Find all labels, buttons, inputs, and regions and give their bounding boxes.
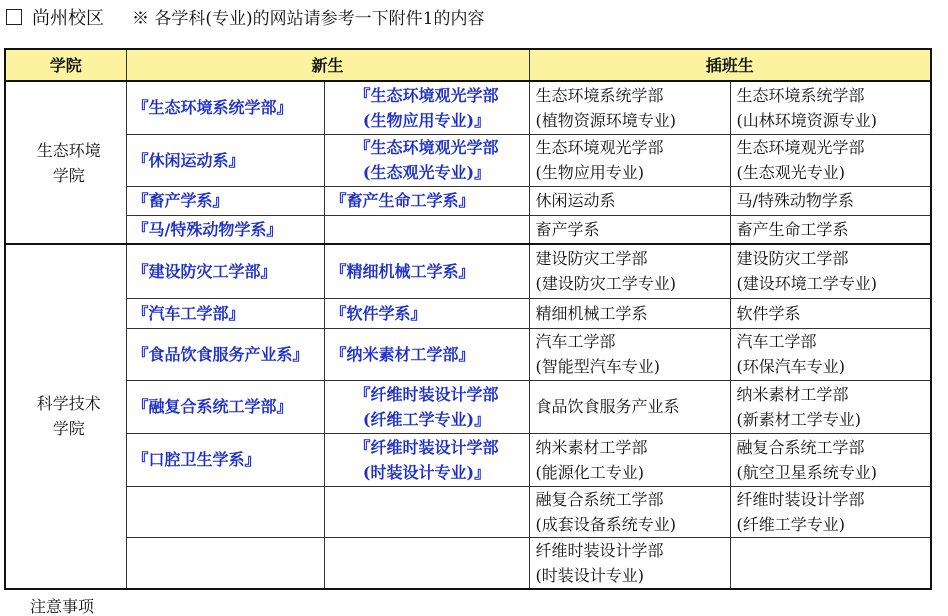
transfer-dept: 纳米素材工学部 (新素材工学专业) [730, 380, 931, 433]
reference-note: ※ 各学科(专业)的网站请参考一下附件1的内容 [132, 9, 485, 29]
transfer-dept: 软件学系 [730, 298, 931, 328]
header-transfer-students: 插班生 [529, 49, 931, 81]
new-student-dept[interactable]: 『建设防灾工学部』 [126, 244, 324, 298]
college-name: 科学技术 学院 [5, 244, 126, 589]
new-student-dept[interactable]: 『畜产生命工学系』 [324, 186, 529, 215]
transfer-dept: 纤维时装设计学部 (纤维工学专业) [730, 486, 931, 537]
new-student-dept[interactable]: 『精细机械工学系』 [324, 244, 529, 298]
page-heading [6, 4, 484, 34]
header-college: 学院 [5, 49, 126, 81]
transfer-dept: 汽车工学部 (环保汽车专业) [730, 328, 931, 380]
transfer-dept: 纤维时装设计学部 (时装设计专业) [529, 537, 730, 589]
transfer-dept: 食品饮食服务产业系 [529, 380, 730, 433]
empty-cell [324, 486, 529, 537]
transfer-dept: 畜产生命工学系 [730, 215, 931, 244]
campus-title: 尚州校区 [32, 8, 104, 29]
department-table [4, 48, 932, 590]
new-student-dept[interactable]: 『汽车工学部』 [126, 298, 324, 328]
empty-cell [126, 537, 324, 589]
new-student-dept[interactable]: 『纳米素材工学部』 [324, 328, 529, 380]
new-student-dept[interactable]: 『纤维时装设计学部 (纤维工学专业)』 [324, 380, 529, 433]
new-student-dept[interactable]: 『软件学系』 [324, 298, 529, 328]
transfer-dept: 建设防灾工学部 (建设防灾工学专业) [529, 244, 730, 298]
transfer-dept: 生态环境观光学部 (生态观光专业) [730, 134, 931, 186]
transfer-dept: 生态环境观光学部 (生物应用专业) [529, 134, 730, 186]
new-student-dept[interactable]: 『畜产学系』 [126, 186, 324, 215]
new-student-dept[interactable]: 『纤维时装设计学部 (时装设计专业)』 [324, 433, 529, 486]
transfer-dept: 生态环境系统学部 (山林环境资源专业) [730, 81, 931, 134]
transfer-dept: 建设防灾工学部 (建设环境工学专业) [730, 244, 931, 298]
transfer-dept: 马/特殊动物学系 [730, 186, 931, 215]
transfer-dept: 畜产学系 [529, 215, 730, 244]
transfer-dept: 休闲运动系 [529, 186, 730, 215]
new-student-dept[interactable]: 『融复合系统工学部』 [126, 380, 324, 433]
new-student-dept[interactable]: 『生态环境观光学部 (生物应用专业)』 [324, 81, 529, 134]
new-student-dept[interactable]: 『生态环境观光学部 (生态观光专业)』 [324, 134, 529, 186]
new-student-dept[interactable]: 『休闲运动系』 [126, 134, 324, 186]
header-new-students: 新生 [126, 49, 529, 81]
new-student-dept[interactable]: 『口腔卫生学系』 [126, 433, 324, 486]
empty-cell [730, 537, 931, 589]
college-name: 生态环境 学院 [5, 81, 126, 244]
transfer-dept: 生态环境系统学部 (植物资源环境专业) [529, 81, 730, 134]
empty-cell [324, 537, 529, 589]
empty-cell [324, 215, 529, 244]
transfer-dept: 融复合系统工学部 (成套设备系统专业) [529, 486, 730, 537]
footer-note: 注意事项 [30, 597, 95, 616]
transfer-dept: 融复合系统工学部 (航空卫星系统专业) [730, 433, 931, 486]
transfer-dept: 精细机械工学系 [529, 298, 730, 328]
new-student-dept[interactable]: 『马/特殊动物学系』 [126, 215, 324, 244]
transfer-dept: 纳米素材工学部 (能源化工专业) [529, 433, 730, 486]
empty-cell [126, 486, 324, 537]
new-student-dept[interactable]: 『生态环境系统学部』 [126, 81, 324, 134]
transfer-dept: 汽车工学部 (智能型汽车专业) [529, 328, 730, 380]
new-student-dept[interactable]: 『食品饮食服务产业系』 [126, 328, 324, 380]
checkbox-icon [6, 9, 22, 25]
